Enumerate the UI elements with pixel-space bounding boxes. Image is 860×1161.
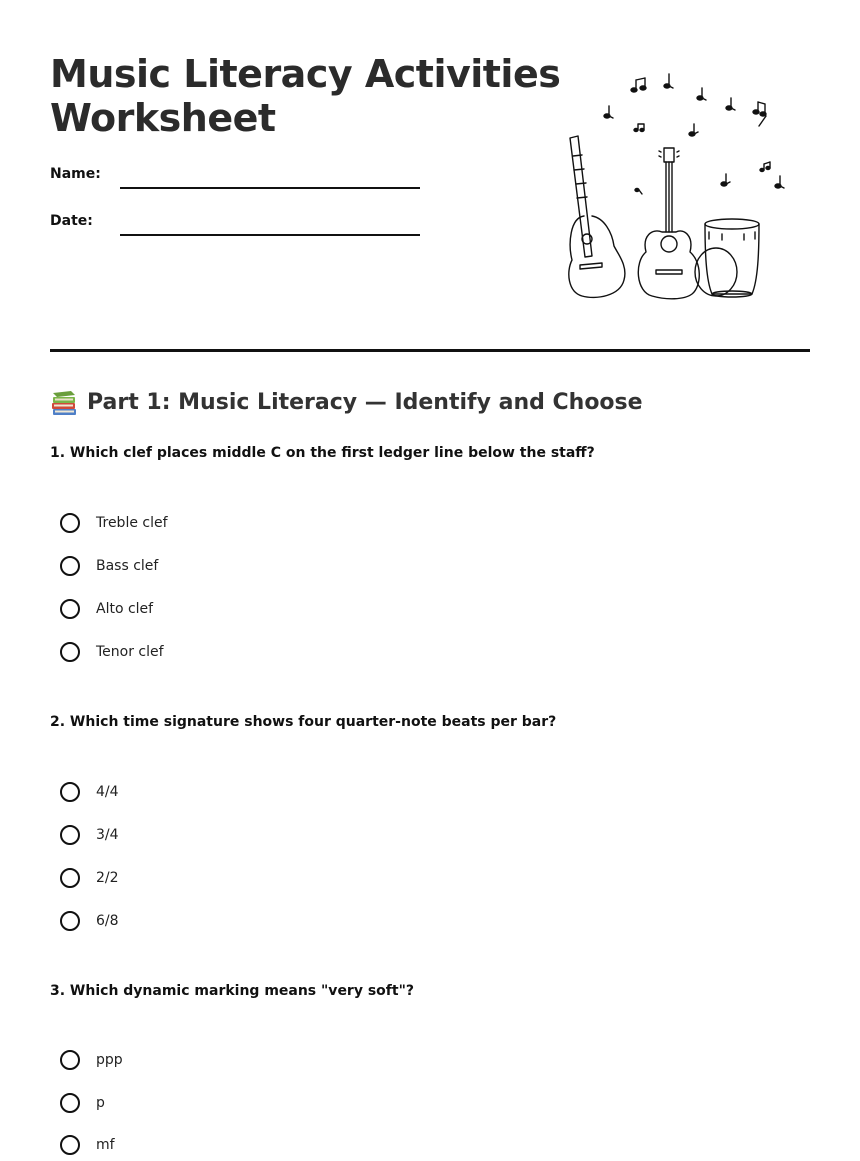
option-4-4[interactable] [60,779,119,805]
option-2-2[interactable] [60,865,119,891]
option-label: Treble clef [96,515,168,531]
radio-button[interactable] [60,513,80,533]
option-tenor-clef[interactable] [60,639,164,665]
question-3: 3. Which dynamic marking means "very soft"? [50,983,414,999]
option-ppp[interactable] [60,1047,123,1073]
guitar-icon [638,148,699,299]
option-label: 2/2 [96,870,119,886]
option-bass-clef[interactable] [60,553,158,579]
ukulele-icon [569,136,625,297]
date-label: Date: [50,213,93,229]
name-field[interactable] [120,187,420,189]
option-label: 3/4 [96,827,119,843]
radio-button[interactable] [60,868,80,888]
question-2: 2. Which time signature shows four quarter-note beats per bar? [50,714,557,730]
radio-button[interactable] [60,599,80,619]
instruments-illustration [556,66,796,302]
music-notes-icon [604,74,784,194]
option-label: Tenor clef [96,644,164,660]
title-line-2: Worksheet [50,96,276,140]
radio-button[interactable] [60,911,80,931]
radio-button[interactable] [60,556,80,576]
option-3-4[interactable] [60,822,119,848]
option-label: ppp [96,1052,123,1068]
section-heading-text: Part 1: Music Literacy — Identify and Choose [87,390,643,415]
drum-icon [695,219,759,297]
option-treble-clef[interactable] [60,510,168,536]
option-label: mf [96,1137,115,1153]
option-label: 4/4 [96,784,119,800]
radio-button[interactable] [60,1135,80,1155]
date-field[interactable] [120,234,420,236]
option-label: p [96,1095,105,1111]
option-label: Bass clef [96,558,159,574]
radio-button[interactable] [60,1093,80,1113]
radio-button[interactable] [60,642,80,662]
section-heading-part-1 [50,388,643,418]
option-alto-clef[interactable] [60,596,153,622]
option-p[interactable] [60,1090,105,1116]
radio-button[interactable] [60,825,80,845]
page-title [50,52,560,140]
radio-button[interactable] [60,782,80,802]
option-mf[interactable] [60,1132,115,1158]
option-label: 6/8 [96,913,119,929]
option-6-8[interactable] [60,908,119,934]
question-1: 1. Which clef places middle C on the first ledger line below the staff? [50,445,595,461]
option-label: Alto clef [96,601,154,617]
books-icon [50,390,78,416]
title-line-1: Music Literacy Activities [50,52,561,96]
header-divider [50,349,810,352]
radio-button[interactable] [60,1050,80,1070]
name-label: Name: [50,166,101,182]
